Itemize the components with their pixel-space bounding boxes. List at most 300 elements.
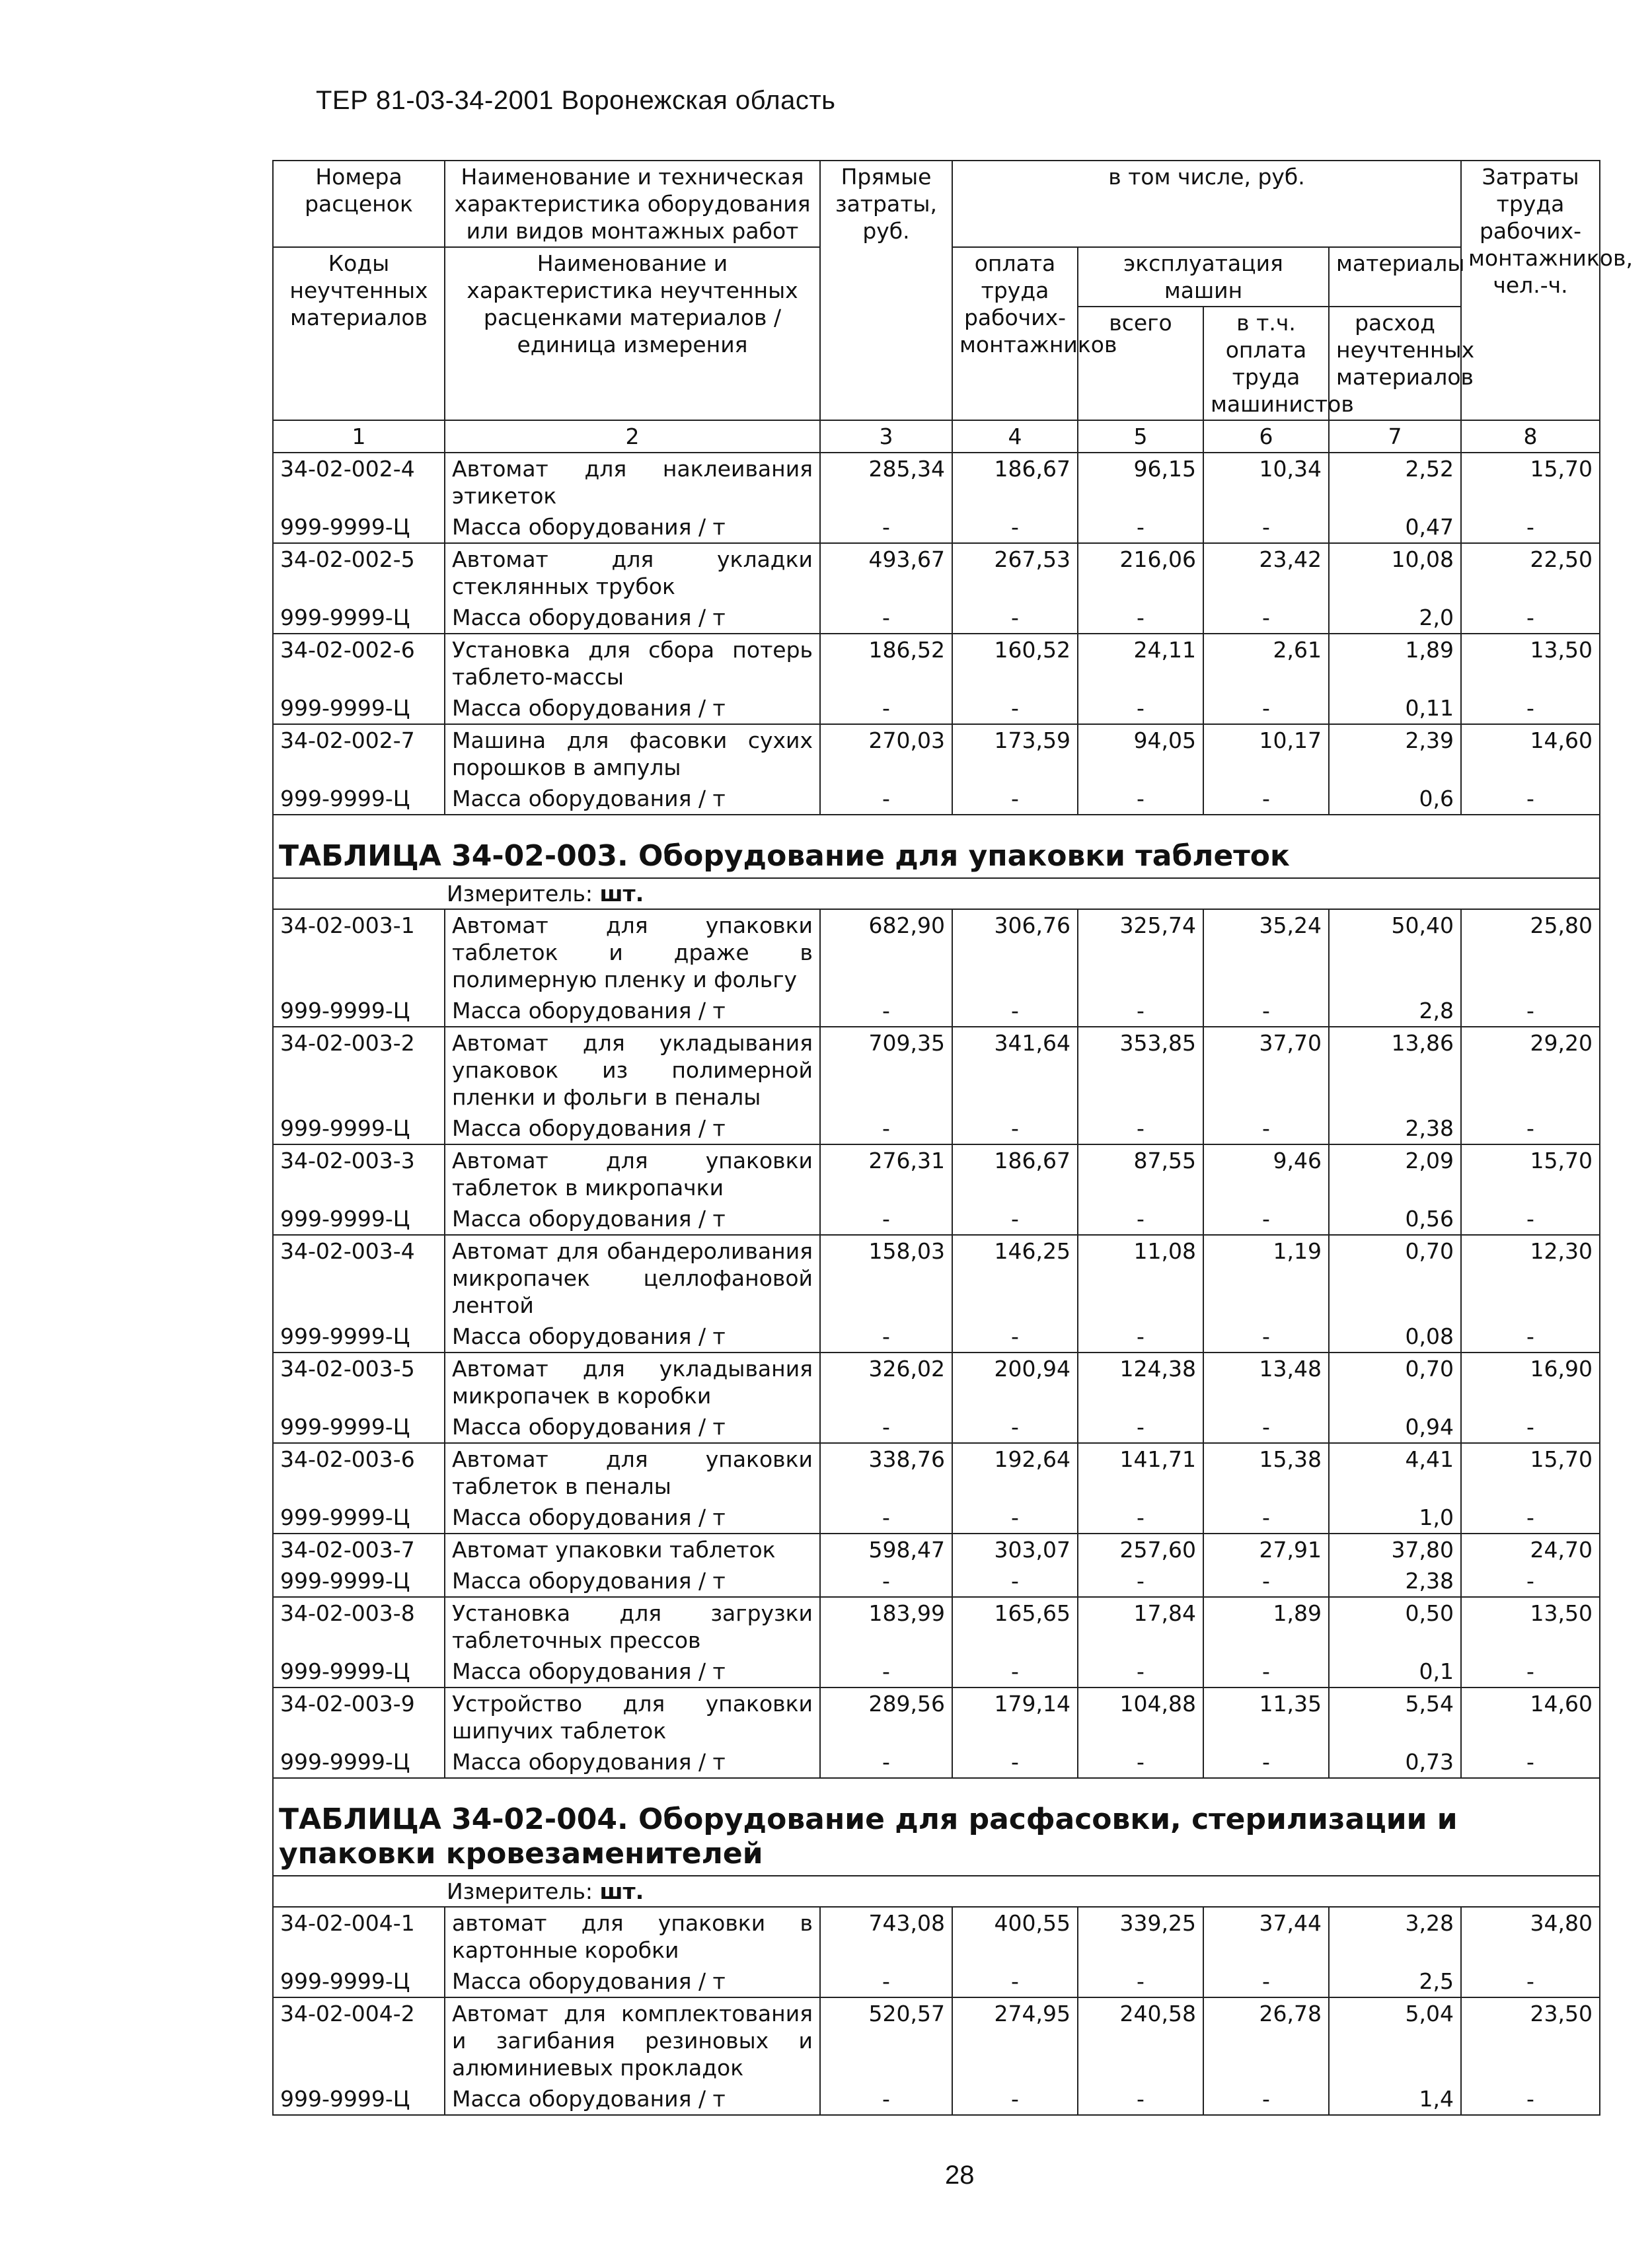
materials-uncounted: 4,41 <box>1329 1443 1461 1502</box>
machinist-wage: 15,38 <box>1203 1443 1329 1502</box>
table-header <box>273 161 1633 453</box>
rate-row <box>273 1597 1600 1656</box>
material-row <box>273 783 1600 815</box>
labor-costs: 22,50 <box>1461 543 1600 602</box>
material-row <box>273 1203 1600 1235</box>
material-machinist-wage: - <box>1203 1966 1329 1997</box>
header-name-top: Наименование и техническая характеристика оборудования или видов монтажных работ <box>445 161 820 247</box>
material-worker-wage: - <box>952 1502 1078 1534</box>
rate-code: 34-02-002-5 <box>273 543 445 602</box>
material-worker-wage: - <box>952 692 1078 724</box>
direct-costs: 270,03 <box>820 724 952 783</box>
header-including: в том числе, руб. <box>952 161 1461 247</box>
header-wage: оплата труда рабочих-монтажников <box>952 247 1078 420</box>
material-machinist-wage: - <box>1203 1746 1329 1778</box>
material-rate-code: 999-9999-Ц <box>273 692 445 724</box>
material-worker-wage: - <box>952 2083 1078 2115</box>
material-machinist-wage: - <box>1203 2083 1329 2115</box>
meter-label: Измеритель: <box>447 1878 593 1904</box>
direct-costs: 186,52 <box>820 634 952 692</box>
table-body <box>273 453 1600 2115</box>
rate-row <box>273 634 1600 692</box>
labor-costs: 15,70 <box>1461 1144 1600 1203</box>
rate-row <box>273 1144 1600 1203</box>
machines-total: 325,74 <box>1078 909 1203 995</box>
meter-value: шт. <box>599 881 644 907</box>
material-labor-costs: - <box>1461 1565 1600 1597</box>
header-machines-wage: в т.ч. оплата труда машинистов <box>1203 307 1329 420</box>
material-worker-wage: - <box>952 511 1078 543</box>
material-worker-wage: - <box>952 1411 1078 1443</box>
material-rate-name: Масса оборудования / т <box>445 1321 820 1353</box>
rate-name: Автомат для упаковки таблеток и драже в полимерную пленку и фольгу <box>445 909 820 995</box>
rate-name: Автомат для наклеивания этикеток <box>445 453 820 511</box>
header-machines-total: всего <box>1078 307 1203 420</box>
header-name-bottom: Наименование и характеристика неучтенных расценками материалов / единица измерения <box>445 247 820 420</box>
material-machinist-wage: - <box>1203 692 1329 724</box>
material-row <box>273 1411 1600 1443</box>
rate-name: автомат для упаковки в картонные коробки <box>445 1907 820 1966</box>
machines-total: 339,25 <box>1078 1907 1203 1966</box>
materials-uncounted: 0,50 <box>1329 1597 1461 1656</box>
rate-code: 34-02-003-4 <box>273 1235 445 1321</box>
column-number: 2 <box>445 420 820 453</box>
material-labor-costs: - <box>1461 1411 1600 1443</box>
material-worker-wage: - <box>952 1565 1078 1597</box>
machinist-wage: 2,61 <box>1203 634 1329 692</box>
material-rate-name: Масса оборудования / т <box>445 1565 820 1597</box>
rate-name: Автомат для комплектования и загибания резиновых и алюминиевых прокладок <box>445 1997 820 2083</box>
material-machinist-wage: - <box>1203 1656 1329 1688</box>
rate-name: Автомат для упаковки таблеток в микропачки <box>445 1144 820 1203</box>
materials-uncounted: 0,70 <box>1329 1353 1461 1411</box>
material-rate-code: 999-9999-Ц <box>273 1966 445 1997</box>
material-materials-uncounted: 2,38 <box>1329 1565 1461 1597</box>
materials-uncounted: 0,70 <box>1329 1235 1461 1321</box>
material-rate-code: 999-9999-Ц <box>273 1565 445 1597</box>
material-direct-costs: - <box>820 511 952 543</box>
material-direct-costs: - <box>820 602 952 634</box>
material-labor-costs: - <box>1461 1502 1600 1534</box>
rate-code: 34-02-003-9 <box>273 1688 445 1746</box>
material-row <box>273 1321 1600 1353</box>
material-direct-costs: - <box>820 1502 952 1534</box>
labor-costs: 15,70 <box>1461 453 1600 511</box>
worker-wage: 400,55 <box>952 1907 1078 1966</box>
materials-uncounted: 50,40 <box>1329 909 1461 995</box>
material-machines-total: - <box>1078 1113 1203 1144</box>
material-machines-total: - <box>1078 511 1203 543</box>
material-materials-uncounted: 2,8 <box>1329 995 1461 1027</box>
rates-table <box>272 160 1633 2116</box>
material-row <box>273 1746 1600 1778</box>
rate-code: 34-02-003-6 <box>273 1443 445 1502</box>
machines-total: 24,11 <box>1078 634 1203 692</box>
material-materials-uncounted: 0,73 <box>1329 1746 1461 1778</box>
worker-wage: 186,67 <box>952 453 1078 511</box>
column-number: 6 <box>1203 420 1329 453</box>
rate-name: Автомат для обандероливания микропачек целлофановой лентой <box>445 1235 820 1321</box>
material-labor-costs: - <box>1461 1203 1600 1235</box>
direct-costs: 289,56 <box>820 1688 952 1746</box>
material-rate-name: Масса оборудования / т <box>445 1203 820 1235</box>
material-rate-code: 999-9999-Ц <box>273 1746 445 1778</box>
material-machines-total: - <box>1078 1502 1203 1534</box>
column-number: 7 <box>1329 420 1461 453</box>
labor-costs: 14,60 <box>1461 1688 1600 1746</box>
rate-row <box>273 453 1600 511</box>
direct-costs: 743,08 <box>820 1907 952 1966</box>
material-materials-uncounted: 2,5 <box>1329 1966 1461 1997</box>
materials-uncounted: 5,54 <box>1329 1688 1461 1746</box>
rate-code: 34-02-002-4 <box>273 453 445 511</box>
rate-code: 34-02-003-8 <box>273 1597 445 1656</box>
worker-wage: 341,64 <box>952 1027 1078 1113</box>
rate-code: 34-02-003-3 <box>273 1144 445 1203</box>
machinist-wage: 37,44 <box>1203 1907 1329 1966</box>
material-rate-name: Масса оборудования / т <box>445 692 820 724</box>
material-machinist-wage: - <box>1203 1502 1329 1534</box>
material-rate-code: 999-9999-Ц <box>273 1203 445 1235</box>
material-labor-costs: - <box>1461 1321 1600 1353</box>
material-labor-costs: - <box>1461 602 1600 634</box>
column-number: 1 <box>273 420 445 453</box>
worker-wage: 186,67 <box>952 1144 1078 1203</box>
material-rate-code: 999-9999-Ц <box>273 1411 445 1443</box>
material-rate-name: Масса оборудования / т <box>445 511 820 543</box>
header-machines: эксплуатация машин <box>1078 247 1329 307</box>
rate-row <box>273 724 1600 783</box>
rate-code: 34-02-002-7 <box>273 724 445 783</box>
machines-total: 216,06 <box>1078 543 1203 602</box>
material-direct-costs: - <box>820 1656 952 1688</box>
rate-row <box>273 1443 1600 1502</box>
worker-wage: 165,65 <box>952 1597 1078 1656</box>
labor-costs: 14,60 <box>1461 724 1600 783</box>
material-materials-uncounted: 0,56 <box>1329 1203 1461 1235</box>
material-rate-code: 999-9999-Ц <box>273 995 445 1027</box>
machines-total: 124,38 <box>1078 1353 1203 1411</box>
labor-costs: 29,20 <box>1461 1027 1600 1113</box>
worker-wage: 303,07 <box>952 1534 1078 1565</box>
material-machines-total: - <box>1078 602 1203 634</box>
material-rate-code: 999-9999-Ц <box>273 1113 445 1144</box>
meter-row <box>273 1876 1600 1907</box>
material-rate-code: 999-9999-Ц <box>273 602 445 634</box>
material-rate-name: Масса оборудования / т <box>445 1502 820 1534</box>
rate-name: Установка для загрузки таблеточных прессов <box>445 1597 820 1656</box>
direct-costs: 598,47 <box>820 1534 952 1565</box>
material-row <box>273 2083 1600 2115</box>
rate-row <box>273 1534 1600 1565</box>
rate-code: 34-02-003-5 <box>273 1353 445 1411</box>
header-materials: материалы <box>1329 247 1461 307</box>
rate-code: 34-02-002-6 <box>273 634 445 692</box>
material-machines-total: - <box>1078 1321 1203 1353</box>
labor-costs: 16,90 <box>1461 1353 1600 1411</box>
rate-name: Автомат для укладывания упаковок из полимерной пленки и фольги в пеналы <box>445 1027 820 1113</box>
material-machines-total: - <box>1078 2083 1203 2115</box>
material-rate-name: Масса оборудования / т <box>445 1113 820 1144</box>
header-labor-costs: Затраты труда рабочих-монтажников, чел.-ч. <box>1461 161 1600 420</box>
material-machinist-wage: - <box>1203 1203 1329 1235</box>
direct-costs: 520,57 <box>820 1997 952 2083</box>
worker-wage: 160,52 <box>952 634 1078 692</box>
rate-name: Установка для сбора потерь таблето-массы <box>445 634 820 692</box>
material-direct-costs: - <box>820 783 952 815</box>
material-worker-wage: - <box>952 1966 1078 1997</box>
direct-costs: 276,31 <box>820 1144 952 1203</box>
rate-name: Автомат для укладывания микропачек в коробки <box>445 1353 820 1411</box>
material-machines-total: - <box>1078 1411 1203 1443</box>
column-number: 3 <box>820 420 952 453</box>
material-machines-total: - <box>1078 1746 1203 1778</box>
document-title: ТЕР 81-03-34-2001 Воронежская область <box>316 86 836 115</box>
machinist-wage: 9,46 <box>1203 1144 1329 1203</box>
materials-uncounted: 5,04 <box>1329 1997 1461 2083</box>
material-direct-costs: - <box>820 1565 952 1597</box>
direct-costs: 158,03 <box>820 1235 952 1321</box>
material-rate-code: 999-9999-Ц <box>273 1502 445 1534</box>
material-labor-costs: - <box>1461 511 1600 543</box>
machines-total: 353,85 <box>1078 1027 1203 1113</box>
header-codes-bottom: Коды неучтенных материалов <box>273 247 445 420</box>
material-materials-uncounted: 2,38 <box>1329 1113 1461 1144</box>
machinist-wage: 23,42 <box>1203 543 1329 602</box>
machines-total: 17,84 <box>1078 1597 1203 1656</box>
material-labor-costs: - <box>1461 2083 1600 2115</box>
machines-total: 11,08 <box>1078 1235 1203 1321</box>
material-worker-wage: - <box>952 602 1078 634</box>
rate-code: 34-02-003-1 <box>273 909 445 995</box>
machines-total: 257,60 <box>1078 1534 1203 1565</box>
material-rate-name: Масса оборудования / т <box>445 1411 820 1443</box>
rate-name: Автомат для упаковки таблеток в пеналы <box>445 1443 820 1502</box>
rate-code: 34-02-004-2 <box>273 1997 445 2083</box>
direct-costs: 326,02 <box>820 1353 952 1411</box>
worker-wage: 274,95 <box>952 1997 1078 2083</box>
header-codes-top: Номера расценок <box>273 161 445 247</box>
material-worker-wage: - <box>952 1321 1078 1353</box>
material-machinist-wage: - <box>1203 511 1329 543</box>
header-materials-uncounted: расход неучтенных материалов <box>1329 307 1461 420</box>
worker-wage: 267,53 <box>952 543 1078 602</box>
worker-wage: 200,94 <box>952 1353 1078 1411</box>
machinist-wage: 27,91 <box>1203 1534 1329 1565</box>
direct-costs: 183,99 <box>820 1597 952 1656</box>
material-labor-costs: - <box>1461 1656 1600 1688</box>
material-worker-wage: - <box>952 1113 1078 1144</box>
material-materials-uncounted: 0,1 <box>1329 1656 1461 1688</box>
material-machines-total: - <box>1078 1565 1203 1597</box>
worker-wage: 173,59 <box>952 724 1078 783</box>
material-direct-costs: - <box>820 1203 952 1235</box>
material-direct-costs: - <box>820 1321 952 1353</box>
rate-code: 34-02-003-2 <box>273 1027 445 1113</box>
material-direct-costs: - <box>820 1966 952 1997</box>
material-direct-costs: - <box>820 2083 952 2115</box>
material-machines-total: - <box>1078 1203 1203 1235</box>
material-labor-costs: - <box>1461 995 1600 1027</box>
worker-wage: 146,25 <box>952 1235 1078 1321</box>
machines-total: 240,58 <box>1078 1997 1203 2083</box>
rate-name: Устройство для упаковки шипучих таблеток <box>445 1688 820 1746</box>
material-machinist-wage: - <box>1203 602 1329 634</box>
material-worker-wage: - <box>952 1746 1078 1778</box>
material-machinist-wage: - <box>1203 783 1329 815</box>
rate-row <box>273 1997 1600 2083</box>
material-materials-uncounted: 2,0 <box>1329 602 1461 634</box>
labor-costs: 34,80 <box>1461 1907 1600 1966</box>
material-labor-costs: - <box>1461 1113 1600 1144</box>
materials-uncounted: 2,09 <box>1329 1144 1461 1203</box>
material-rate-name: Масса оборудования / т <box>445 1746 820 1778</box>
machinist-wage: 10,17 <box>1203 724 1329 783</box>
labor-costs: 12,30 <box>1461 1235 1600 1321</box>
worker-wage: 192,64 <box>952 1443 1078 1502</box>
rate-name: Машина для фасовки сухих порошков в ампулы <box>445 724 820 783</box>
material-machines-total: - <box>1078 1656 1203 1688</box>
machines-total: 94,05 <box>1078 724 1203 783</box>
material-machinist-wage: - <box>1203 1113 1329 1144</box>
rate-name: Автомат для укладки стеклянных трубок <box>445 543 820 602</box>
rate-row <box>273 1027 1600 1113</box>
header-direct-costs: Прямые затраты, руб. <box>820 161 952 420</box>
direct-costs: 709,35 <box>820 1027 952 1113</box>
material-machinist-wage: - <box>1203 1411 1329 1443</box>
labor-costs: 23,50 <box>1461 1997 1600 2083</box>
column-number: 4 <box>952 420 1078 453</box>
rate-row <box>273 909 1600 995</box>
rate-row <box>273 1688 1600 1746</box>
column-number: 8 <box>1461 420 1600 453</box>
material-row <box>273 1502 1600 1534</box>
section-title-row <box>273 1778 1600 1876</box>
material-machinist-wage: - <box>1203 1565 1329 1597</box>
machines-total: 104,88 <box>1078 1688 1203 1746</box>
direct-costs: 682,90 <box>820 909 952 995</box>
material-worker-wage: - <box>952 1656 1078 1688</box>
rate-row <box>273 1353 1600 1411</box>
machinist-wage: 13,48 <box>1203 1353 1329 1411</box>
worker-wage: 306,76 <box>952 909 1078 995</box>
rate-code: 34-02-003-7 <box>273 1534 445 1565</box>
material-row <box>273 692 1600 724</box>
material-materials-uncounted: 0,94 <box>1329 1411 1461 1443</box>
material-machinist-wage: - <box>1203 995 1329 1027</box>
machines-total: 87,55 <box>1078 1144 1203 1203</box>
materials-uncounted: 13,86 <box>1329 1027 1461 1113</box>
labor-costs: 25,80 <box>1461 909 1600 995</box>
materials-uncounted: 2,39 <box>1329 724 1461 783</box>
machinist-wage: 37,70 <box>1203 1027 1329 1113</box>
material-rate-code: 999-9999-Ц <box>273 2083 445 2115</box>
section-title-row <box>273 815 1600 878</box>
labor-costs: 13,50 <box>1461 1597 1600 1656</box>
material-rate-code: 999-9999-Ц <box>273 511 445 543</box>
material-direct-costs: - <box>820 692 952 724</box>
direct-costs: 285,34 <box>820 453 952 511</box>
material-rate-code: 999-9999-Ц <box>273 1321 445 1353</box>
rate-name: Автомат упаковки таблеток <box>445 1534 820 1565</box>
material-labor-costs: - <box>1461 692 1600 724</box>
column-number: 5 <box>1078 420 1203 453</box>
material-direct-costs: - <box>820 1746 952 1778</box>
material-row <box>273 602 1600 634</box>
meter-cell <box>273 1876 1600 1907</box>
material-materials-uncounted: 0,47 <box>1329 511 1461 543</box>
material-worker-wage: - <box>952 783 1078 815</box>
material-rate-name: Масса оборудования / т <box>445 783 820 815</box>
machines-total: 141,71 <box>1078 1443 1203 1502</box>
material-materials-uncounted: 0,08 <box>1329 1321 1461 1353</box>
material-direct-costs: - <box>820 1113 952 1144</box>
material-rate-name: Масса оборудования / т <box>445 2083 820 2115</box>
material-rate-code: 999-9999-Ц <box>273 1656 445 1688</box>
material-row <box>273 1656 1600 1688</box>
material-rate-code: 999-9999-Ц <box>273 783 445 815</box>
meter-value: шт. <box>599 1878 644 1904</box>
worker-wage: 179,14 <box>952 1688 1078 1746</box>
machinist-wage: 35,24 <box>1203 909 1329 995</box>
machinist-wage: 1,89 <box>1203 1597 1329 1656</box>
materials-uncounted: 10,08 <box>1329 543 1461 602</box>
material-machines-total: - <box>1078 692 1203 724</box>
material-worker-wage: - <box>952 1203 1078 1235</box>
meter-label: Измеритель: <box>447 881 593 907</box>
rate-row <box>273 1235 1600 1321</box>
meter-row <box>273 878 1600 909</box>
page-number: 28 <box>945 2161 975 2190</box>
material-machines-total: - <box>1078 995 1203 1027</box>
material-machines-total: - <box>1078 1966 1203 1997</box>
materials-uncounted: 3,28 <box>1329 1907 1461 1966</box>
materials-uncounted: 2,52 <box>1329 453 1461 511</box>
material-rate-name: Масса оборудования / т <box>445 1656 820 1688</box>
labor-costs: 15,70 <box>1461 1443 1600 1502</box>
labor-costs: 13,50 <box>1461 634 1600 692</box>
material-row <box>273 1565 1600 1597</box>
machines-total: 96,15 <box>1078 453 1203 511</box>
material-worker-wage: - <box>952 995 1078 1027</box>
machinist-wage: 1,19 <box>1203 1235 1329 1321</box>
rate-code: 34-02-004-1 <box>273 1907 445 1966</box>
material-row <box>273 1113 1600 1144</box>
material-materials-uncounted: 0,11 <box>1329 692 1461 724</box>
section-title: ТАБЛИЦА 34-02-003. Оборудование для упаковки таблеток <box>273 815 1600 878</box>
material-direct-costs: - <box>820 995 952 1027</box>
material-materials-uncounted: 0,6 <box>1329 783 1461 815</box>
material-labor-costs: - <box>1461 1966 1600 1997</box>
material-rate-name: Масса оборудования / т <box>445 602 820 634</box>
direct-costs: 338,76 <box>820 1443 952 1502</box>
machinist-wage: 11,35 <box>1203 1688 1329 1746</box>
machinist-wage: 26,78 <box>1203 1997 1329 2083</box>
material-row <box>273 995 1600 1027</box>
material-machinist-wage: - <box>1203 1321 1329 1353</box>
materials-uncounted: 37,80 <box>1329 1534 1461 1565</box>
material-materials-uncounted: 1,4 <box>1329 2083 1461 2115</box>
direct-costs: 493,67 <box>820 543 952 602</box>
rate-row <box>273 1907 1600 1966</box>
material-materials-uncounted: 1,0 <box>1329 1502 1461 1534</box>
material-row <box>273 511 1600 543</box>
material-direct-costs: - <box>820 1411 952 1443</box>
material-labor-costs: - <box>1461 1746 1600 1778</box>
material-rate-name: Масса оборудования / т <box>445 1966 820 1997</box>
machinist-wage: 10,34 <box>1203 453 1329 511</box>
meter-cell <box>273 878 1600 909</box>
